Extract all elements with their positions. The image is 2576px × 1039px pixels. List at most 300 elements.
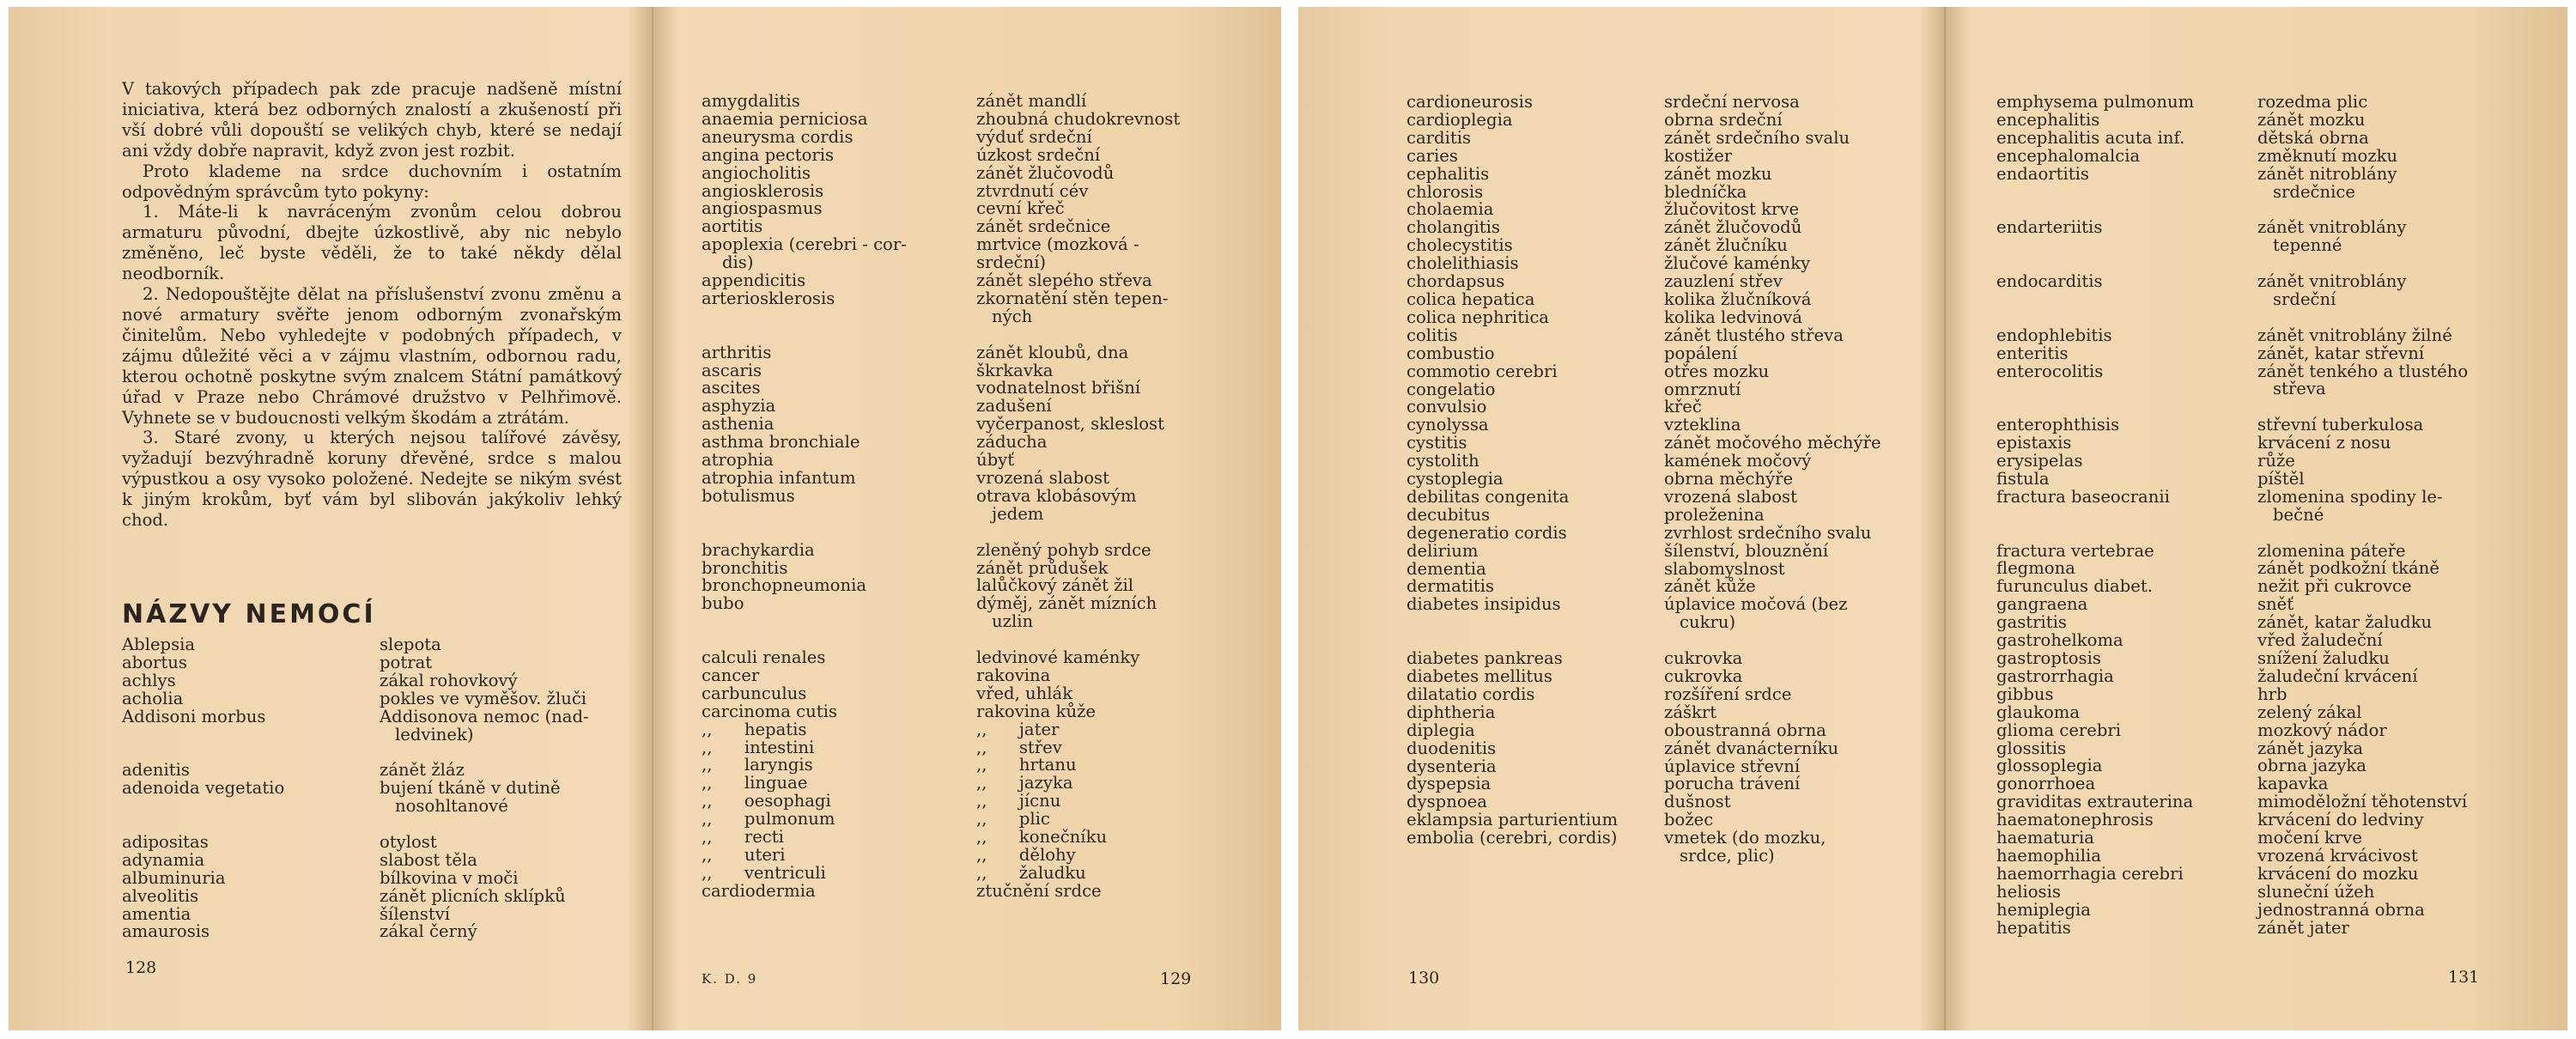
czech-meaning: zánět tenkého a tlustého [2257, 361, 2469, 381]
latin-term: cholelithiasis [1406, 253, 1519, 274]
czech-meaning: zánět, katar střevní [2257, 343, 2425, 363]
czech-meaning: píštěl [2257, 468, 2305, 489]
latin-term: cholangitis [1406, 217, 1500, 238]
czech-meaning: srdce, plic) [1680, 846, 1775, 866]
list-item [1996, 219, 2468, 237]
czech-meaning: mrtvice (mozková - [976, 234, 1139, 255]
list-item [702, 880, 1180, 901]
list-item [1996, 363, 2468, 381]
page-128 [9, 7, 644, 1030]
czech-meaning: střeva [2273, 379, 2326, 399]
czech-meaning: slabomyslnost [1664, 558, 1785, 579]
czech-meaning: ,, jater [976, 719, 1060, 739]
list-item [1406, 504, 1881, 525]
list-item [1996, 94, 2468, 112]
czech-meaning: zauzlení střev [1664, 271, 1783, 292]
latin-term: ,, linguae [702, 773, 808, 793]
czech-meaning: ,, plic [976, 809, 1050, 829]
latin-term: gangraena [1996, 594, 2088, 615]
page-number: 128 [125, 958, 157, 977]
czech-meaning: cukrovka [1664, 665, 1743, 686]
latin-term [702, 308, 976, 326]
czech-meaning: střevní tuberkulosa [2257, 415, 2424, 435]
list-item [1996, 291, 2468, 309]
czech-meaning: potrat [380, 652, 433, 672]
list-item [702, 344, 1180, 362]
czech-meaning: dušnost [1664, 792, 1731, 812]
list-item [1996, 127, 2468, 148]
list-spacer [122, 744, 589, 762]
list-item [1996, 540, 2468, 561]
latin-term: glioma cerebri [1996, 720, 2122, 740]
list-item [702, 793, 1180, 811]
list-item [1996, 650, 2468, 668]
czech-meaning: slabost těla [380, 849, 477, 870]
czech-meaning: žlučové kaménky [1664, 253, 1811, 274]
list-item [1406, 345, 1881, 363]
list-item [122, 636, 589, 654]
book-spread-130-131 [1298, 7, 2567, 1030]
latin-term: endocarditis [1996, 271, 2103, 292]
czech-meaning: nežit při cukrovce [2257, 576, 2412, 597]
list-item [1996, 757, 2468, 775]
latin-term [1996, 237, 2257, 255]
latin-term: bronchitis [702, 557, 788, 578]
czech-meaning: zkornatění stěn tepen- [976, 288, 1169, 308]
czech-meaning: mimoděložní těhotenství [2257, 792, 2468, 812]
czech-meaning: bujení tkáně v dutině [380, 778, 561, 799]
czech-meaning: ,, žaludku [976, 862, 1086, 883]
czech-meaning: cukru) [1680, 612, 1736, 633]
czech-meaning: zlomenina spodiny le- [2257, 486, 2443, 507]
latin-term: dyspnoea [1406, 792, 1487, 812]
list-item [1996, 560, 2468, 578]
list-item [702, 577, 1180, 595]
list-item [1996, 416, 2468, 434]
czech-meaning: zánět kloubů, dna [976, 342, 1129, 362]
latin-term: heliosis [1996, 881, 2061, 902]
list-item [702, 539, 1180, 560]
czech-meaning: božec [1664, 810, 1714, 830]
paragraph: 2. Nedopouštějte dělat na příslušenství zvonu změnu a nové armatury svěřte jenom odborným zvonařským činitelům. Nebo vyhledejte v podobných případech, v zájmu důležité věci a v zájmu vlastním, odbornou radu, kterou ochotně poskytne svým znalcem Státní památkový úřad v Praze nebo Chrámové družstvo v Pelhřimově. Vyhnete se v budoucnosti velkým škodám a ztrátám. [122, 284, 622, 428]
latin-term: enterophthisis [1996, 415, 2120, 435]
latin-term: adipositas [122, 831, 209, 852]
latin-term [1406, 848, 1664, 866]
latin-term [1996, 507, 2257, 525]
latin-term: haemorrhagia cerebri [1996, 863, 2184, 884]
list-item [1406, 793, 1881, 811]
latin-term: haemophilia [1996, 845, 2101, 866]
latin-term: asphyzia [702, 396, 776, 416]
czech-meaning: pokles ve vyměšov. žluči [380, 688, 587, 708]
latin-term: dementia [1406, 558, 1486, 579]
czech-meaning: rakovina kůže [976, 701, 1096, 721]
list-item [1996, 775, 2468, 793]
latin-term: enteritis [1996, 343, 2069, 363]
latin-term: gastrohelkoma [1996, 630, 2123, 651]
list-item [702, 452, 1180, 470]
latin-term: glossitis [1996, 738, 2067, 758]
latin-term: chordapsus [1406, 271, 1505, 292]
list-item [122, 672, 589, 690]
latin-term: hemiplegia [1996, 899, 2091, 920]
disease-list [122, 636, 589, 941]
latin-term: Ablepsia [122, 635, 196, 654]
czech-meaning: zánět mozku [2257, 109, 2366, 130]
list-item [1996, 109, 2468, 130]
latin-term: alveolitis [122, 885, 199, 906]
list-item [1406, 181, 1881, 202]
list-item [1406, 540, 1881, 561]
list-item [1406, 811, 1881, 829]
list-item [1406, 740, 1881, 758]
list-item [702, 144, 1180, 165]
list-item [1406, 309, 1881, 327]
list-item [1996, 845, 2468, 866]
list-item [1406, 237, 1881, 255]
list-item [1996, 899, 2468, 920]
czech-meaning: jednostranná obrna [2257, 899, 2425, 920]
latin-term [122, 798, 380, 816]
list-item [1406, 758, 1881, 776]
latin-term: calculi renales [702, 647, 826, 668]
list-item [122, 654, 589, 672]
list-item [1996, 237, 2468, 255]
latin-term: encephalomalcia [1996, 145, 2141, 166]
list-item [1996, 863, 2468, 884]
latin-term: asthenia [702, 414, 775, 434]
latin-term: amaurosis [122, 921, 210, 942]
paragraph: 3. Staré zvony, u kterých nejsou talířové závěsy, vyžadují bezvýhradně koruny dřevěné, srdce s malou výpustkou a osy vysoko položené. Nedejte se nikým svést k jiným krokům, byť vám byl slibován jakýkoliv lehký chod. [122, 428, 622, 531]
page-number: 130 [1408, 969, 1440, 987]
list-item [1406, 94, 1881, 112]
latin-term: duodenitis [1406, 738, 1497, 758]
czech-meaning: otylost [380, 831, 437, 852]
czech-meaning: zánět jazyka [2257, 738, 2364, 758]
czech-meaning: ,, střev [976, 737, 1062, 757]
latin-term: gastroptosis [1996, 648, 2101, 669]
czech-meaning: zánět průdušek [976, 557, 1109, 578]
latin-term: cystolith [1406, 451, 1479, 471]
latin-term: atrophia [702, 450, 774, 471]
latin-term: embolia (cerebri, cordis) [1406, 828, 1618, 848]
latin-term: diphtheria [1406, 702, 1496, 722]
latin-term: haematuria [1996, 828, 2094, 848]
latin-term: glaukoma [1996, 702, 2081, 722]
czech-meaning: otřes mozku [1664, 361, 1770, 381]
list-item [1406, 829, 1881, 848]
list-item [122, 762, 589, 780]
list-item [1996, 811, 2468, 829]
list-item [702, 485, 1180, 506]
latin-term: aortitis [702, 216, 763, 237]
list-item [1406, 145, 1881, 166]
latin-term: angiocholitis [702, 162, 811, 183]
latin-term: encephalitis acuta inf. [1996, 127, 2185, 148]
list-spacer [702, 524, 1180, 542]
latin-term: dilatatio cordis [1406, 684, 1535, 704]
latin-term: aneurysma cordis [702, 126, 854, 147]
list-spacer [1406, 632, 1881, 650]
latin-term: graviditas extrauterina [1996, 792, 2194, 812]
list-item [702, 434, 1180, 452]
list-item [1406, 381, 1881, 399]
list-item [1996, 504, 2468, 525]
list-spacer [702, 631, 1180, 649]
latin-term: erysipelas [1996, 451, 2083, 471]
czech-meaning: žaludeční krvácení [2257, 665, 2418, 686]
czech-meaning: zánět dvanácterníku [1664, 738, 1839, 758]
list-item [702, 108, 1181, 129]
list-spacer [1996, 398, 2468, 416]
list-item [702, 721, 1180, 739]
latin-term: amentia [122, 903, 191, 924]
czech-meaning: kostižer [1664, 145, 1733, 166]
list-item [1406, 486, 1881, 507]
list-item [1406, 848, 1881, 866]
czech-meaning: zánět nitroblány [2257, 163, 2397, 184]
latin-term: Addisoni morbus [122, 706, 266, 726]
czech-meaning: vřed žaludeční [2257, 630, 2383, 651]
czech-meaning: rozedma plic [2257, 92, 2368, 112]
list-item [1406, 127, 1881, 148]
latin-term: combustio [1406, 343, 1495, 363]
czech-meaning: zánět žlučovodů [1664, 217, 1802, 238]
list-item [1406, 704, 1881, 722]
list-item [1406, 291, 1881, 309]
list-spacer [1996, 525, 2468, 543]
czech-meaning: zánět žláz [380, 760, 465, 781]
latin-term: degeneratio cordis [1406, 522, 1567, 543]
list-item [702, 739, 1180, 757]
latin-term: albuminuria [122, 867, 226, 888]
list-item [1406, 471, 1881, 489]
latin-term: angiosklerosis [702, 180, 824, 201]
list-item [1406, 109, 1881, 130]
czech-meaning: změknutí mozku [2257, 145, 2398, 166]
czech-meaning: srdeční) [976, 252, 1047, 273]
czech-meaning: vzteklina [1664, 415, 1741, 435]
czech-meaning: cukrovka [1664, 648, 1743, 669]
czech-meaning: proleženina [1664, 504, 1765, 525]
czech-meaning: zánět vnitroblány [2257, 271, 2407, 292]
czech-meaning: zadušení [976, 396, 1052, 416]
czech-meaning: kolika žlučníková [1664, 289, 1812, 309]
czech-meaning: oboustranná obrna [1664, 720, 1826, 740]
latin-term: haematonephrosis [1996, 810, 2154, 830]
latin-term: ,, recti [702, 827, 784, 848]
czech-meaning: obrna srdeční [1664, 109, 1783, 130]
czech-meaning: zánět plicních sklípků [380, 885, 566, 906]
page-128-prose [122, 79, 622, 531]
czech-meaning: snížení žaludku [2257, 648, 2390, 669]
czech-meaning: lalůčkový zánět žil [976, 575, 1134, 596]
latin-term: dyspepsia [1406, 774, 1492, 794]
czech-meaning: kolika ledvinová [1664, 307, 1802, 327]
czech-meaning: ,, hrtanu [976, 755, 1077, 775]
latin-term: endophlebitis [1996, 325, 2112, 345]
list-item [702, 847, 1180, 865]
czech-meaning: bečné [2273, 504, 2324, 525]
list-item [1406, 363, 1881, 381]
latin-term: adenoida vegetatio [122, 778, 285, 799]
czech-meaning: rakovina [976, 665, 1051, 685]
latin-term: hepatitis [1996, 917, 2071, 938]
czech-meaning: zánět srdečnice [976, 216, 1111, 237]
disease-list [1996, 94, 2468, 938]
latin-term: diabetes pankreas [1406, 648, 1563, 669]
list-spacer [1996, 201, 2468, 219]
list-item [122, 708, 589, 726]
czech-meaning: ,, jazyka [976, 773, 1073, 793]
czech-meaning: srdeční [2273, 289, 2336, 309]
latin-term [1996, 291, 2257, 309]
list-item [702, 218, 1180, 236]
latin-term: colica hepatica [1406, 289, 1535, 309]
list-item [1996, 881, 2468, 902]
czech-meaning: vmetek (do mozku, [1664, 828, 1826, 848]
czech-meaning: škrkavka [976, 360, 1054, 380]
latin-term: cystoplegia [1406, 469, 1504, 489]
czech-meaning: krvácení do ledviny [2257, 810, 2424, 830]
czech-meaning: ledvinek) [395, 724, 474, 744]
list-item [1406, 614, 1881, 632]
latin-term: flegmona [1996, 558, 2075, 579]
latin-term: cardioneurosis [1406, 92, 1534, 112]
latin-term: enterocolitis [1996, 361, 2104, 381]
czech-meaning: zánět jater [2257, 917, 2349, 938]
latin-term: diplegia [1406, 720, 1475, 740]
czech-meaning: obrna měchýře [1664, 469, 1794, 489]
latin-term: adenitis [122, 760, 190, 781]
list-item [1406, 163, 1881, 184]
czech-meaning: sluneční úžeh [2257, 881, 2375, 902]
list-item [1996, 686, 2468, 704]
list-item [1406, 650, 1881, 668]
latin-term: cardiodermia [702, 880, 816, 901]
czech-meaning: zánět mozku [1664, 163, 1772, 184]
latin-term: amygdalitis [702, 91, 800, 111]
list-item [702, 93, 1180, 111]
paragraph: V takových případech pak zde pracuje nadšeně místní iniciativa, která bez odborných znalostí a zkušeností při vší dobré vůli dopouští se velikých chyb, které se nedají ani vždy dobře napravit, když zvon jest rozbit. [122, 79, 622, 161]
czech-meaning: zánět kůže [1664, 576, 1756, 597]
czech-meaning: zánět žlučovodů [976, 162, 1115, 183]
latin-term: ,, oesophagi [702, 791, 831, 811]
list-item [1996, 917, 2468, 938]
list-item [702, 503, 1180, 524]
czech-meaning: vrozená slabost [1664, 486, 1797, 507]
czech-meaning: porucha trávení [1664, 774, 1801, 794]
czech-meaning: vřed, uhlák [976, 683, 1073, 703]
czech-meaning: záducha [976, 432, 1048, 453]
czech-meaning: vrozená krvácivost [2257, 845, 2418, 866]
list-item [1406, 273, 1881, 291]
list-item [702, 416, 1180, 434]
latin-term: dysenteria [1406, 756, 1497, 776]
latin-term: bubo [702, 593, 744, 614]
czech-meaning: růže [2257, 451, 2295, 471]
latin-term: decubitus [1406, 504, 1491, 525]
list-item [702, 649, 1180, 667]
czech-meaning: úzkost srdeční [976, 144, 1101, 165]
latin-term: diabetes insipidus [1406, 594, 1561, 615]
list-item [1996, 145, 2468, 166]
list-item [702, 180, 1180, 201]
list-item [702, 308, 1180, 326]
czech-meaning: ztučnění srdce [976, 880, 1102, 901]
czech-meaning: křeč [1664, 397, 1702, 417]
czech-meaning: zvrhlost srdečního svalu [1664, 522, 1872, 543]
latin-term: cardioplegia [1406, 109, 1513, 130]
czech-meaning: úplavice střevní [1664, 756, 1801, 776]
list-spacer [702, 326, 1180, 344]
czech-meaning: šílenství [380, 903, 451, 924]
list-item [1996, 434, 2468, 453]
list-item [702, 254, 1180, 272]
list-item [1996, 596, 2468, 614]
czech-meaning: krvácení z nosu [2257, 433, 2391, 453]
czech-meaning: zánět vnitroblány žilné [2257, 325, 2452, 345]
latin-term: dis) [722, 252, 754, 273]
list-item [702, 756, 1180, 775]
list-spacer [1996, 309, 2468, 327]
czech-meaning: zhoubná chudokrevnost [976, 108, 1181, 129]
list-item [1996, 829, 2468, 848]
list-item [1996, 722, 2468, 740]
czech-meaning: zánět podkožní tkáně [2257, 558, 2439, 579]
list-item [1996, 793, 2468, 811]
latin-term: delirium [1406, 540, 1479, 561]
latin-term [1996, 380, 2257, 398]
czech-meaning: ,, jícnu [976, 791, 1061, 811]
czech-meaning: srdečnice [2273, 181, 2355, 202]
page-number: 131 [2448, 968, 2480, 987]
list-item [1406, 522, 1881, 543]
czech-meaning: srdeční nervosa [1664, 92, 1800, 112]
czech-meaning: zánět močového měchýře [1664, 433, 1881, 453]
list-item [702, 290, 1180, 308]
list-item [122, 849, 589, 870]
list-item [702, 829, 1180, 847]
list-item [1406, 327, 1881, 345]
latin-term: cancer [702, 665, 760, 685]
latin-term: carditis [1406, 127, 1472, 148]
list-item [702, 200, 1180, 218]
czech-meaning: dětská obrna [2257, 127, 2369, 148]
latin-term: gonorrhoea [1996, 774, 2096, 794]
book-spread-128-129 [9, 7, 1281, 1030]
czech-meaning: rozšíření srdce [1664, 684, 1792, 704]
list-item [122, 885, 589, 906]
disease-list [1406, 94, 1881, 866]
list-item [702, 362, 1180, 380]
latin-term: abortus [122, 652, 187, 672]
czech-meaning: bledníčka [1664, 181, 1747, 202]
list-item [702, 862, 1180, 883]
latin-term: achlys [122, 670, 176, 690]
czech-meaning: žlučovitost krve [1664, 199, 1800, 220]
czech-meaning: sněť [2257, 594, 2294, 615]
printer-signature: K. D. 9 [702, 971, 758, 987]
list-item [702, 380, 1180, 398]
czech-meaning: jedem [992, 503, 1044, 524]
list-item [1996, 345, 2468, 363]
list-item [1996, 632, 2468, 650]
czech-meaning: zleněný pohyb srdce [976, 539, 1151, 560]
list-item [1996, 163, 2468, 184]
czech-meaning: bílkovina v moči [380, 867, 519, 888]
list-item [1406, 219, 1881, 237]
